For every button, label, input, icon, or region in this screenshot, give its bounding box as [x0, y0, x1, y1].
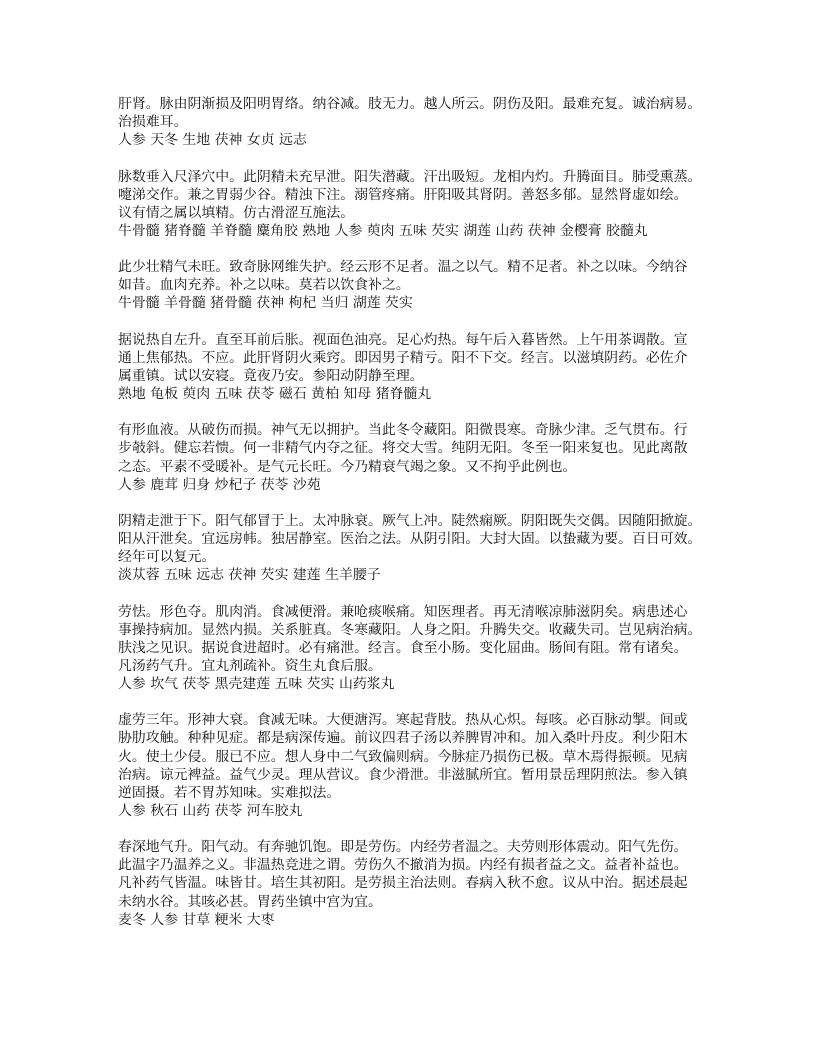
herb-prescription: 人参 鹿茸 归身 炒杞子 茯苓 沙苑 [118, 476, 321, 493]
herb-prescription: 麦冬 人参 甘草 粳米 大枣 [118, 911, 275, 928]
document-page [118, 95, 718, 947]
case-text-line: 凡汤药气升。宜丸剂疏补。资生丸食后服。 [118, 657, 382, 674]
case-text-line: 治损难耳。 [118, 114, 188, 131]
case-text-line: 逆固摄。若不胃苏知味。实难拟法。 [118, 784, 341, 801]
case-text-line: 肝肾。脉由阴渐损及阳明胃络。纳谷减。肢无力。越人所云。阴伤及阳。最难充复。诚治病易。 [118, 96, 702, 112]
case-text-line: 有形血液。从破伤而损。神气无以拥护。当此冬令藏阳。阳微畏寒。奇脉少津。乏气贯布。行 [118, 422, 688, 439]
case-text-line: 阴精走泄于下。阳气郁冒于上。太冲脉衰。厥气上冲。陡然痫厥。阴阳既失交偶。因随阳掀旋。 [118, 512, 702, 529]
case-text-line: 之态。平素不受暖补。是气元长旺。今乃精衰气竭之象。又不拘乎此例也。 [118, 458, 577, 475]
case-text-line: 据说热自左升。直至耳前后胀。视面色油亮。足心灼热。每午后入暮皆然。上午用茶调散。宣 [118, 331, 688, 348]
case-text-line: 火。使土少侵。服已不应。想人身中二气致偏则病。今脉症乃损伤已极。草木焉得振顿。见病 [118, 748, 688, 765]
case-text-line: 未纳水谷。其咳必甚。胃药坐镇中宫为宜。 [118, 893, 382, 910]
case-text-line: 经年可以复元。 [118, 549, 216, 566]
case-text-line: 阳从汗泄矣。宜远房帏。独居静室。医治之法。从阴引阳。大封大固。以蛰藏为要。百日可效。 [118, 531, 702, 547]
case-entry [118, 331, 718, 404]
case-entry [118, 258, 718, 312]
case-text-line: 此少壮精气未旺。致奇脉网维失护。经云形不足者。温之以气。精不足者。补之以味。今纳谷 [118, 259, 688, 276]
case-text-line: 治病。谅元裨益。益气少灵。理从营议。食少滑泄。非滋腻所宜。暂用景岳理阴煎法。参入镇 [118, 766, 688, 783]
case-text-line: 脉数垂入尺泽穴中。此阴精未充早泄。阳失潜藏。汗出吸短。龙相内灼。升腾面目。肺受熏蒸。 [118, 168, 702, 185]
herb-prescription: 人参 秋石 山药 茯苓 河车胶丸 [118, 802, 303, 819]
case-text-line: 通上焦郁热。不应。此肝肾阴火乘窍。即因男子精亏。阳不下交。经言。以滋填阴药。必佐介 [118, 349, 688, 366]
case-text-line: 春深地气升。阳气动。有奔驰饥饱。即是劳伤。内经劳者温之。夫劳则形体震动。阳气先伤。 [118, 839, 688, 856]
case-text-line: 嚏涕交作。兼之胃弱少谷。精浊下注。溺管疼痛。肝阳吸其肾阴。善怒多郁。显然肾虚如绘。 [118, 186, 688, 203]
case-entry [118, 421, 718, 494]
case-entry [118, 838, 718, 929]
herb-prescription: 人参 坎气 茯苓 黑壳建莲 五味 芡实 山药浆丸 [118, 676, 395, 692]
herb-prescription: 人参 天冬 生地 茯神 女贞 远志 [118, 132, 307, 149]
herb-prescription: 牛骨髓 羊骨髓 猪骨髓 茯神 枸杞 当归 湖莲 芡实 [118, 295, 413, 312]
case-text-line: 凡补药气皆温。味皆甘。培生其初阳。是劳损主治法则。春病入秋不愈。议从中治。据述晨起 [118, 875, 688, 892]
case-text-line: 劳怯。形色夺。肌肉消。食减便滑。兼呛痰喉痛。知医理者。再无清喉凉肺滋阴矣。病患述心 [118, 603, 688, 620]
case-text-line: 如昔。血肉充养。补之以味。莫若以饮食补之。 [118, 277, 410, 294]
case-text-line: 虚劳三年。形神大衰。食减无味。大便溏泻。寒起背肢。热从心炽。每咳。必百脉动掣。间或 [118, 712, 688, 729]
herb-prescription: 熟地 龟板 萸肉 五味 茯苓 磁石 黄柏 知母 猪脊髓丸 [118, 386, 432, 402]
herb-prescription: 淡苁蓉 五味 远志 茯神 芡实 建莲 生羊腰子 [118, 567, 381, 584]
case-entry [118, 711, 718, 820]
case-entry [118, 603, 718, 694]
case-text-line: 肤浅之见识。据说食进超时。必有痛泄。经言。食至小肠。变化屈曲。肠间有阻。常有诸矣。 [118, 639, 688, 656]
case-text-line: 此温字乃温养之义。非温热竞进之谓。劳伤久不撤消为损。内经有损者益之文。益者补益也。 [118, 857, 688, 874]
case-text-line: 属重镇。试以安寝。竟夜乃安。参阳动阴静至理。 [118, 367, 424, 384]
case-text-line: 议有情之属以填精。仿古滑涩互施法。 [118, 204, 355, 221]
case-entry [118, 95, 718, 149]
case-entry [118, 512, 718, 585]
herb-prescription: 牛骨髓 猪脊髓 羊脊髓 麋角胶 熟地 人参 萸肉 五味 芡实 湖莲 山药 茯神 金樱膏 胶髓丸 [118, 222, 648, 239]
case-text-line: 事操持病加。显然内损。关系脏真。冬寒藏阳。人身之阳。升腾失交。收藏失司。岂见病治病。 [118, 621, 702, 638]
case-text-line: 胁肋攻触。种种见症。都是病深传遍。前议四君子汤以养脾胃冲和。加入桑叶丹皮。利少阳木 [118, 730, 688, 747]
case-text-line: 步攲斜。健忘若愦。何一非精气内夺之征。将交大雪。纯阴无阳。冬至一阳来复也。见此离散 [118, 440, 688, 457]
case-entry [118, 168, 718, 241]
